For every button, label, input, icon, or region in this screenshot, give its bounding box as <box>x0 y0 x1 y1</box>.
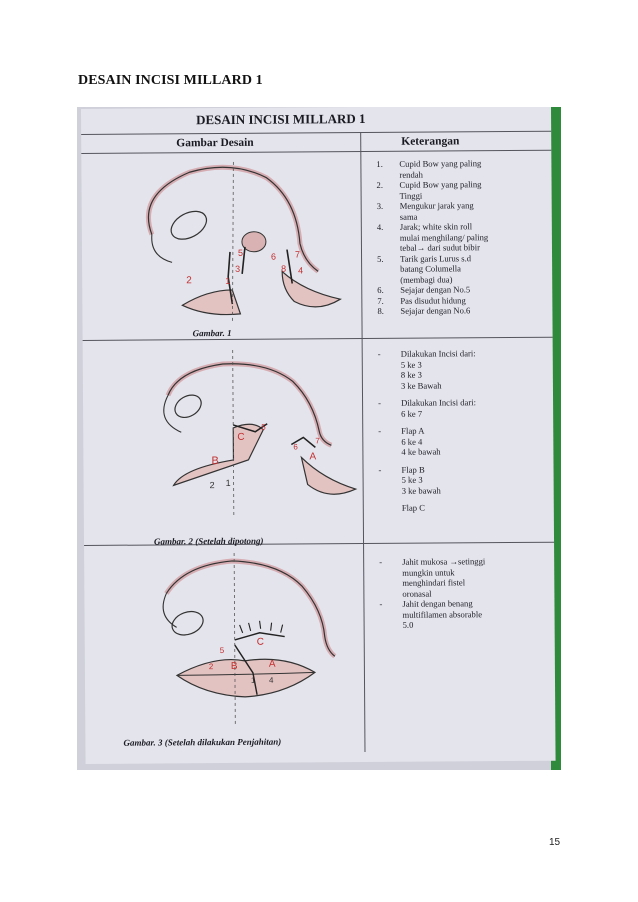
keterangan-item-line: Tarik garis Lurus s.d <box>400 252 472 264</box>
keterangan-item-line: Dilakukan Incisi dari: <box>400 348 476 359</box>
keterangan-item <box>376 158 487 180</box>
keterangan-item <box>377 253 489 285</box>
keterangan-item-line: batang Columella <box>400 263 462 274</box>
header-top-line <box>81 131 551 135</box>
keterangan-item-line: Dilakukan Incisi dari: <box>401 397 477 408</box>
panel3-label: 5 <box>219 646 225 656</box>
panel2-label: 1 <box>225 477 231 488</box>
keterangan-item-line: Sejajar dengan No.6 <box>400 305 471 316</box>
keterangan-item-line: tebal→ dari sudut bibir <box>399 242 480 253</box>
keterangan-item <box>379 556 485 599</box>
keterangan-item-line: rendah <box>399 169 423 180</box>
keterangan-item-line: mungkin untuk <box>402 566 455 578</box>
keterangan-item-line: 6 ke 4 <box>401 436 423 447</box>
keterangan-item <box>379 598 485 630</box>
keterangan-item-line: Cupid Bow yang paling <box>399 158 482 169</box>
keterangan-item-line: Jahit mukosa →setinggi <box>402 556 486 567</box>
keterangan-item-line: Jarak; white skin roll <box>399 221 473 232</box>
keterangan-item-number: 8. <box>377 305 384 316</box>
keterangan-item-number: - <box>377 348 381 359</box>
panel2-label: A <box>309 451 317 463</box>
keterangan-item-line: Flap C <box>401 502 425 513</box>
column-header-keterangan: Keterangan <box>401 135 460 148</box>
panel3-label: 1 <box>250 675 256 685</box>
sketch-photo <box>77 107 561 770</box>
panel2-label: B <box>211 455 219 468</box>
sketch-gambar-2 <box>83 339 364 546</box>
keterangan-item-line: sama <box>399 211 418 222</box>
keterangan-item <box>379 502 477 513</box>
keterangan-item-line: Flap A <box>401 425 425 436</box>
keterangan-item-number: - <box>378 425 382 436</box>
keterangan-item-line: Flap B <box>401 464 425 475</box>
keterangan-item-number: 3. <box>376 200 384 211</box>
keterangan-item-line: 3 ke bawah <box>401 484 441 496</box>
keterangan-item-number: - <box>379 556 383 567</box>
caption-gambar-2: Gambar. 2 (Setelah dipotong) <box>153 535 264 547</box>
caption-gambar-1: Gambar. 1 <box>192 327 232 339</box>
sketch-gambar-3 <box>84 544 365 756</box>
panel3-label: B <box>230 660 238 672</box>
keterangan-item-number: - <box>378 397 381 408</box>
keterangan-item-line: 3 ke Bawah <box>400 379 442 391</box>
keterangan-item-line: mulai menghilang/ paling <box>399 231 489 243</box>
keterangan-item <box>377 284 488 295</box>
keterangan-item-line: Tinggi <box>399 190 423 201</box>
worksheet-title: DESAIN INCISI MILLARD 1 <box>196 111 366 128</box>
keterangan-item-line: 4 ke bawah <box>401 446 441 457</box>
keterangan-item-line: Pas disudut hidung <box>400 294 466 306</box>
keterangan-item <box>377 305 488 316</box>
keterangan-item-line: 8 ke 3 <box>400 369 422 380</box>
panel2-label: 5 <box>261 422 266 432</box>
keterangan-item <box>377 221 489 253</box>
keterangan-item-number: 5. <box>377 253 384 264</box>
keterangan-list-2 <box>378 348 477 513</box>
panel1-label: 1 <box>225 275 231 286</box>
keterangan-item-number: 1. <box>376 158 383 169</box>
keterangan-item-line: Sejajar dengan No.5 <box>400 284 471 295</box>
panel1-label: 8 <box>281 263 287 274</box>
panel1-label: 4 <box>298 265 304 276</box>
panel3-label: 4 <box>268 675 274 685</box>
keterangan-item-line: 5 ke 3 <box>401 474 423 485</box>
panel2-label: C <box>237 431 245 443</box>
keterangan-item <box>377 200 488 222</box>
keterangan-item-line: 6 ke 7 <box>401 408 423 419</box>
panel1-label: 3 <box>235 263 241 274</box>
keterangan-item-number: 4. <box>376 221 384 232</box>
panel2-label: 7 <box>315 436 320 446</box>
panel1-label: 6 <box>271 251 277 262</box>
worksheet-paper <box>81 107 556 764</box>
keterangan-item <box>377 179 488 201</box>
keterangan-item <box>378 348 476 391</box>
keterangan-item-number: 7. <box>377 295 384 306</box>
panel2-label: 6 <box>293 442 298 452</box>
keterangan-item <box>378 464 476 496</box>
keterangan-item <box>378 397 476 419</box>
keterangan-list-1 <box>376 158 488 316</box>
column-header-gambar-desain: Gambar Desain <box>176 136 254 150</box>
panel3-label: A <box>268 658 276 670</box>
panel1-label: 7 <box>294 249 301 260</box>
panel3-label: 2 <box>208 662 214 672</box>
panel1-label: 5 <box>237 247 244 258</box>
panel1-label: 2 <box>186 275 192 287</box>
keterangan-item-line: oronasal <box>402 588 432 599</box>
keterangan-list-3 <box>379 556 486 630</box>
panel2-label: 2 <box>209 480 215 491</box>
panel3-label: C <box>256 636 264 648</box>
keterangan-item <box>377 295 488 306</box>
keterangan-item <box>378 425 476 457</box>
sketch-gambar-1 <box>81 151 362 341</box>
keterangan-item-line: 5.0 <box>402 619 414 630</box>
keterangan-item-number: 2. <box>376 179 384 190</box>
keterangan-item-number: - <box>378 464 382 475</box>
keterangan-item-line: menghindari fistel <box>402 577 466 588</box>
keterangan-item-line: (membagi dua) <box>400 273 453 285</box>
keterangan-item-number: 6. <box>377 284 384 295</box>
keterangan-item-line: Cupid Bow yang paling <box>399 179 482 190</box>
keterangan-item-line: Mengukur jarak yang <box>399 200 474 211</box>
keterangan-item-number: - <box>379 598 383 609</box>
keterangan-item-line: 5 ke 3 <box>400 359 422 370</box>
caption-gambar-3: Gambar. 3 (Setelah dilakukan Penjahitan) <box>123 736 282 748</box>
document-heading: DESAIN INCISI MILLARD 1 <box>78 73 263 88</box>
keterangan-item-line: multifilamen absorable <box>402 608 483 620</box>
page-number: 15 <box>549 837 561 848</box>
keterangan-item-line: Jahit dengan benang <box>402 598 473 609</box>
